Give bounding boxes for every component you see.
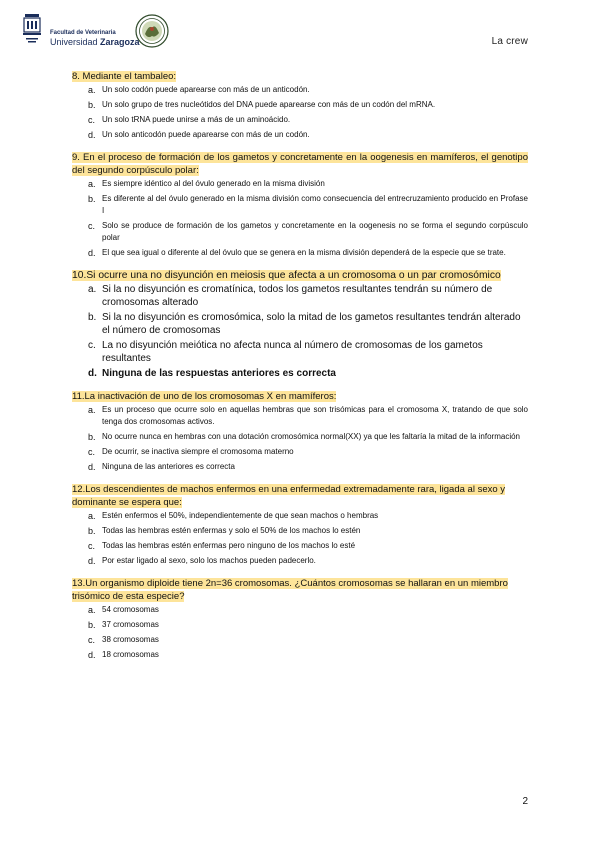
question-10 — [72, 269, 528, 380]
option-item — [72, 461, 528, 473]
option-text: Un solo tRNA puede unirse a más de un aminoácido. — [102, 115, 291, 124]
option-text: Un solo anticodón puede aparearse con más de un codón. — [102, 130, 310, 139]
option-marker: b. — [88, 312, 97, 323]
option-text: El que sea igual o diferente al del óvulo que se genera en la misma división dependerá de la especie que se trate. — [102, 248, 506, 257]
questions-container — [72, 70, 528, 671]
option-text: Estén enfermos el 50%, independientemente de que sean machos o hembras — [102, 511, 379, 520]
option-text: Todas las hembras estén enfermas y solo el 50% de los machos lo estén — [102, 526, 361, 535]
option-text: Si la no disyunción es cromosómica, solo la mitad de los gametos resultantes tendrán alterado el número de cromosomas — [102, 312, 521, 336]
option-marker: c. — [88, 541, 96, 551]
option-marker: b. — [88, 620, 96, 630]
options-list — [72, 283, 528, 380]
option-text: Ninguna de las respuestas anteriores es correcta — [102, 368, 336, 379]
options-list — [72, 604, 528, 661]
header-right-text: La crew — [491, 36, 528, 47]
option-text: No ocurre nunca en hembras con una dotación cromosómica normal(XX) ya que les faltaría la mitad de la información — [102, 432, 520, 441]
option-marker: a. — [88, 284, 97, 295]
option-text: Por estar ligado al sexo, solo los machos pueden padecerlo. — [102, 556, 316, 565]
options-list — [72, 84, 528, 141]
option-item — [72, 178, 528, 190]
option-marker: a. — [88, 511, 96, 521]
option-text: Un solo codón puede aparearse con más de un anticodón. — [102, 85, 310, 94]
option-item — [72, 510, 528, 522]
option-item — [72, 129, 528, 141]
options-list — [72, 178, 528, 259]
question-title — [72, 70, 528, 83]
option-item-correct — [72, 367, 528, 380]
option-item — [72, 193, 528, 217]
university-logo-icon — [22, 14, 42, 44]
page-number: 2 — [522, 796, 528, 807]
option-item — [72, 84, 528, 96]
option-marker: c. — [88, 115, 96, 125]
option-item — [72, 649, 528, 661]
option-item — [72, 604, 528, 616]
question-title-text: 8. Mediante el tambaleo: — [72, 71, 177, 82]
option-marker: a. — [88, 605, 96, 615]
option-marker: a. — [88, 179, 96, 189]
question-title — [72, 390, 528, 403]
question-title-text: 11.La inactivación de uno de los cromosomas X en mamíferos: — [72, 391, 337, 402]
option-marker: b. — [88, 526, 96, 536]
question-8 — [72, 70, 528, 141]
question-title — [72, 151, 528, 177]
faculty-name: Facultad de Veterinaria — [50, 30, 116, 36]
question-13 — [72, 577, 528, 661]
option-item — [72, 525, 528, 537]
option-marker: c. — [88, 340, 96, 351]
option-marker: d. — [88, 556, 96, 566]
option-text: La no disyunción meiótica no afecta nunca al número de cromosomas de los gametos resultantes — [102, 340, 483, 364]
option-item — [72, 555, 528, 567]
option-text: 18 cromosomas — [102, 650, 159, 659]
option-item — [72, 619, 528, 631]
question-title-text: 9. En el proceso de formación de los gametos y concretamente en la oogenesis en mamíferos, el genotipo del segundo corpúsculo polar: — [72, 152, 528, 176]
question-title — [72, 269, 528, 282]
option-item — [72, 339, 528, 365]
option-text: De ocurrir, se inactiva siempre el cromosoma materno — [102, 447, 294, 456]
option-marker: a. — [88, 85, 96, 95]
option-item — [72, 283, 528, 309]
page-header — [0, 0, 600, 60]
option-text: 37 cromosomas — [102, 620, 159, 629]
question-12 — [72, 483, 528, 567]
option-marker: d. — [88, 650, 96, 660]
faculty-brand — [50, 29, 140, 47]
option-item — [72, 114, 528, 126]
option-item — [72, 99, 528, 111]
option-item — [72, 220, 528, 244]
faculty-seal-icon — [135, 14, 169, 48]
option-item — [72, 540, 528, 552]
options-list — [72, 510, 528, 567]
option-text: Un solo grupo de tres nucleótidos del DNA puede aparearse con más de un codón del mRNA. — [102, 100, 436, 109]
option-marker: c. — [88, 447, 96, 457]
option-text: Es un proceso que ocurre solo en aquellas hembras que son trisómicas para el cromosoma X, tratando de que solo tenga dos cromosomas activos. — [102, 405, 528, 426]
option-item — [72, 404, 528, 428]
option-marker: a. — [88, 405, 96, 415]
option-item — [72, 446, 528, 458]
option-text: 38 cromosomas — [102, 635, 159, 644]
options-list — [72, 404, 528, 473]
option-text: Solo se produce de formación de los gametos y concretamente en la oogenesis no se forma el segundo corpúsculo polar — [102, 221, 528, 242]
option-item — [72, 247, 528, 259]
option-marker: b. — [88, 100, 96, 110]
university-name — [50, 37, 140, 47]
option-marker: d. — [88, 462, 96, 472]
option-marker: b. — [88, 432, 96, 442]
option-marker: c. — [88, 635, 96, 645]
option-marker: b. — [88, 194, 96, 204]
question-9 — [72, 151, 528, 259]
option-text: 54 cromosomas — [102, 605, 159, 614]
option-marker: c. — [88, 221, 96, 231]
option-marker: d. — [88, 248, 96, 258]
question-title-text: 12.Los descendientes de machos enfermos en una enfermedad extremadamente rara, ligada al sexo y dominante se espera que: — [72, 484, 506, 508]
option-item — [72, 634, 528, 646]
option-marker: d. — [88, 368, 97, 379]
option-item — [72, 431, 528, 443]
option-item — [72, 311, 528, 337]
option-marker: d. — [88, 130, 96, 140]
question-title — [72, 577, 528, 603]
university-name-light: Universidad — [50, 37, 98, 47]
option-text: Ninguna de las anteriores es correcta — [102, 462, 235, 471]
option-text: Es diferente al del óvulo generado en la misma división como consecuencia del entrecruzamiento producido en Profase I — [102, 194, 528, 215]
question-title-text: 10.Si ocurre una no disyunción en meiosis que afecta a un cromosoma o un par cromosómico — [72, 270, 501, 281]
option-text: Es siempre idéntico al del óvulo generado en la misma división — [102, 179, 325, 188]
question-11 — [72, 390, 528, 473]
question-title-text: 13.Un organismo diploide tiene 2n=36 cromosomas. ¿Cuántos cromosomas se hallaran en un miembro trisómico de esta especie? — [72, 578, 508, 602]
option-text: Si la no disyunción es cromatínica, todos los gametos resultantes tendrán su número de cromosomas alterado — [102, 284, 493, 308]
question-title — [72, 483, 528, 509]
university-name-bold: Zaragoza — [100, 37, 140, 47]
option-text: Todas las hembras estén enfermas pero ninguno de los machos lo esté — [102, 541, 356, 550]
